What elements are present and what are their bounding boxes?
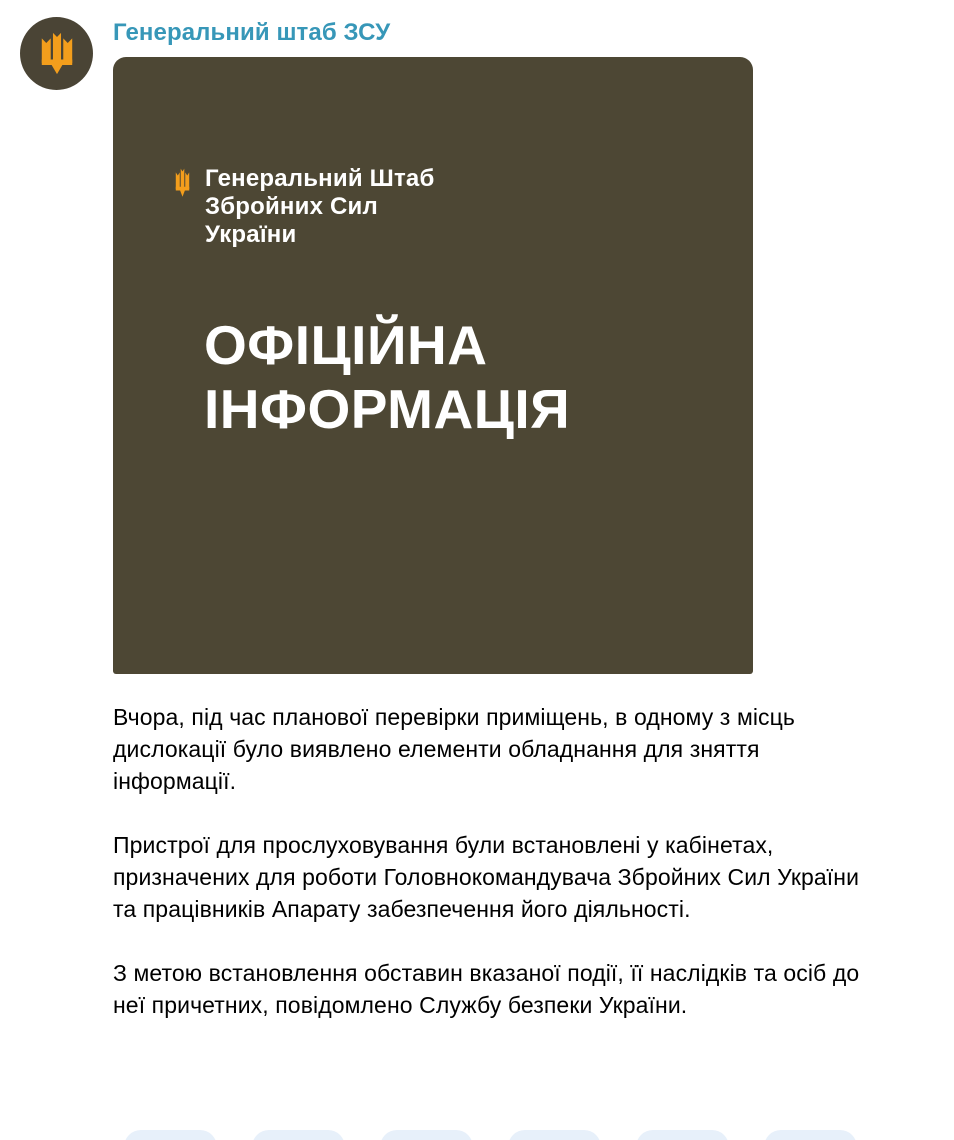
channel-name[interactable]: Генеральний штаб ЗСУ [113, 19, 391, 46]
reaction-pill[interactable] [380, 1130, 473, 1140]
reaction-pill[interactable] [636, 1130, 729, 1140]
message-paragraph: Вчора, під час планової перевірки приміщень, в одному з місць дислокації було виявлено елементи обладнання для зняття інформації. [113, 704, 796, 794]
message-paragraph: Пристрої для прослуховування були встановлені у кабінетах, призначених для роботи Головнокомандувача Збройних Сил України та працівників Апарату забезпечення його діяльності. [113, 832, 860, 922]
card-headline [204, 313, 570, 441]
card-org-line: України [205, 221, 297, 248]
card-headline-line: ОФІЦІЙНА [204, 314, 488, 376]
message-paragraph: З метою встановлення обставин вказаної події, її наслідків та осіб до неї причетних, повідомлено Службу безпеки України. [113, 960, 860, 1018]
trident-icon [175, 168, 190, 198]
card-org-name [205, 165, 435, 249]
reaction-pill[interactable] [252, 1130, 345, 1140]
reactions-row [124, 1130, 857, 1140]
reaction-pill[interactable] [764, 1130, 857, 1140]
card-headline-line: ІНФОРМАЦІЯ [204, 378, 571, 440]
card-org-line: Збройних Сил [205, 193, 378, 220]
card-org-line: Генеральний Штаб [205, 165, 435, 192]
reaction-pill[interactable] [508, 1130, 601, 1140]
reaction-pill[interactable] [124, 1130, 217, 1140]
trident-icon [40, 32, 74, 76]
photo-attachment[interactable] [113, 57, 753, 674]
message-text [113, 701, 860, 1021]
channel-avatar[interactable] [20, 17, 93, 90]
